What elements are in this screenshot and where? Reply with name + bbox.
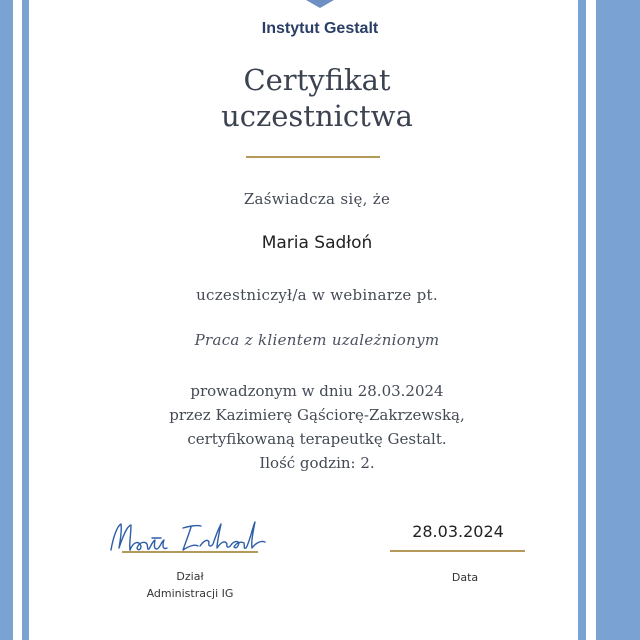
- signature-label: [120, 568, 260, 602]
- title-line-2: uczestnictwa: [221, 99, 413, 133]
- webinar-title: Praca z klientem uzależnionym: [194, 331, 440, 349]
- details-line-date: prowadzonym w dniu 28.03.2024: [190, 382, 444, 400]
- triangle-logo-icon: [300, 0, 340, 8]
- title-divider: [246, 156, 380, 158]
- signature-line: [122, 551, 258, 553]
- details-line-trainer: przez Kazimierę Gąściorę-Zakrzewską,: [169, 406, 465, 424]
- intro-text: Zaświadcza się, że: [243, 190, 391, 208]
- date-line: [390, 550, 525, 552]
- date-label: Data: [451, 571, 479, 584]
- title-line-1: Certyfikat: [243, 63, 391, 97]
- organization-logo-text: Instytut Gestalt: [261, 20, 379, 37]
- date-value: 28.03.2024: [412, 522, 504, 541]
- signature-label-line-2: Administracji IG: [146, 587, 234, 600]
- details-line-qualification: certyfikowaną terapeutkę Gestalt.: [187, 430, 447, 448]
- certificate-title: [0, 62, 634, 134]
- details-line-hours: Ilość godzin: 2.: [259, 454, 375, 472]
- participation-text: uczestniczył/a w webinarze pt.: [196, 286, 438, 304]
- signature-label-line-1: Dział: [176, 570, 204, 583]
- webinar-details: [0, 379, 634, 475]
- handwritten-signature: [105, 516, 275, 560]
- participant-name: Maria Sadłoń: [261, 233, 373, 253]
